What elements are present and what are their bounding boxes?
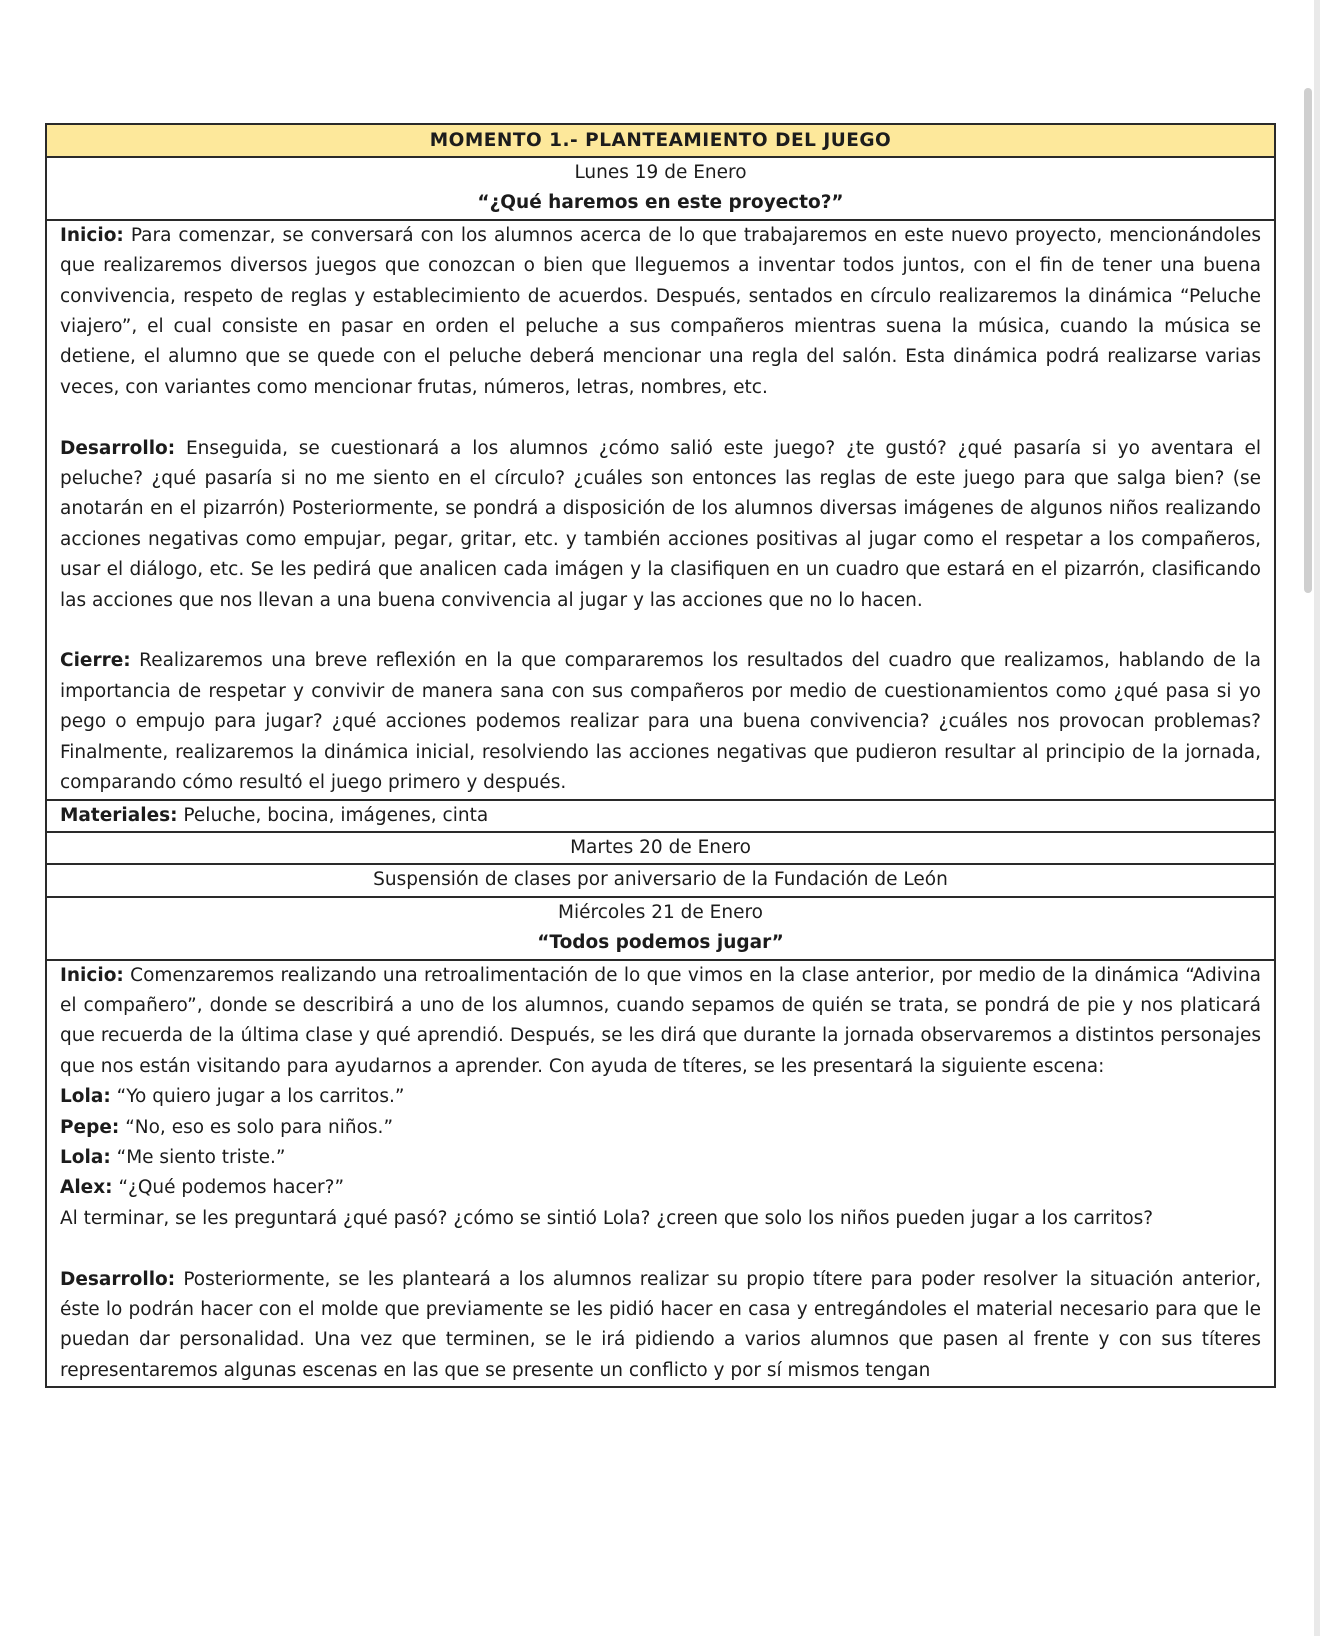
planning-table [45,123,1276,1388]
day3-desarrollo-label: Desarrollo: [60,1268,176,1290]
dialogue-text: “Me siento triste.” [116,1146,286,1168]
day1-materials-cell [46,800,1275,832]
day1-desarrollo-label: Desarrollo: [60,437,176,459]
day1-cierre-text: Realizaremos una breve reflexión en la que compararemos los resultados del cuadro que realizamos, hablando de la importancia de respetar y convivir de manera sana con sus compañeros por medio de cuestionamientos como ¿qué pasa si yo pego o empujo para jugar? ¿qué acciones podemos realizar para una buena convivencia? ¿cuáles nos provocan problemas? Finalmente, realizaremos la dinámica inicial, resolviendo las acciones negativas que pudieron resultar al principio de la jornada, comparando cómo resultó el juego primero y después. [60,650,1261,794]
day1-title: “¿Qué haremos en este proyecto?” [477,192,844,214]
dialogue-speaker: Lola: [60,1146,111,1168]
day1-materials-label: Materiales: [60,804,178,826]
day3-date: Miércoles 21 de Enero [558,901,763,923]
day1-cierre-label: Cierre: [60,650,131,672]
dialogue-speaker: Alex: [60,1177,113,1199]
dialogue-text: “¿Qué podemos hacer?” [118,1177,345,1199]
day1-inicio-label: Inicio: [60,224,124,246]
day1-inicio-text: Para comenzar, se conversará con los alumnos acerca de lo que trabajaremos en este nuevo proyecto, mencionándoles que realizaremos diversos juegos que conozcan o bien que lleguemos a inventar todos juntos, con el fin de tener una buena convivencia, respeto de reglas y establecimiento de acuerdos. Después, sentados en círculo realizaremos la dinámica “Peluche viajero”, el cual consiste en pasar en orden el peluche a sus compañeros mientras suena la música, cuando la música se detiene, el alumno que se quede con el peluche deberá mencionar una regla del salón. Esta dinámica podrá realizarse varias veces, con variantes como mencionar frutas, números, letras, nombres, etc. [60,224,1261,398]
day3-content-cell [46,960,1275,1388]
day1-inicio-paragraph [60,221,1261,403]
dialogue-line [60,1173,1261,1203]
dialogue-line [60,1082,1261,1112]
day1-materials-text: Peluche, bocina, imágenes, cinta [183,804,489,826]
moment-header: MOMENTO 1.- PLANTEAMIENTO DEL JUEGO [46,124,1275,157]
page-edge [1314,0,1320,1636]
day2-date: Martes 20 de Enero [46,832,1275,864]
dialogue-line [60,1143,1261,1173]
day1-desarrollo-text: Enseguida, se cuestionará a los alumnos ¿cómo salió este juego? ¿te gustó? ¿qué pasaría si yo aventara el peluche? ¿qué pasaría si no me siento en el círculo? ¿cuáles son entonces las reglas de este juego para que salga bien? (se anotarán en el pizarrón) Posteriormente, se pondrá a disposición de los alumnos diversas imágenes de algunos niños realizando acciones negativas como empujar, pegar, gritar, etc. y también acciones positivas al jugar como el respetar a los compañeros, usar el diálogo, etc. Se les pedirá que analicen cada imágen y la clasifiquen en un cuadro que estará en el pizarrón, clasificando las acciones que nos llevan a una buena convivencia al jugar y las acciones que no lo hacen. [60,437,1261,611]
dialogue-text: “No, eso es solo para niños.” [125,1116,394,1138]
scrollbar-thumb[interactable] [1304,88,1312,593]
day3-inicio-text: Comenzaremos realizando una retroalimentación de lo que vimos en la clase anterior, por medio de la dinámica “Adivina el compañero”, donde se describirá a uno de los alumnos, cuando sepamos de quién se trata, se pondrá de pie y nos platicará que recuerda de la última clase y qué aprendió. Después, se les dirá que durante la jornada observaremos a distintos personajes que nos están visitando para ayudarnos a aprender. Con ayuda de títeres, se les presentará la siguiente escena: [60,964,1261,1077]
day3-title: “Todos podemos jugar” [537,932,784,954]
dialogue-line [60,1113,1261,1143]
day1-cierre-paragraph [60,646,1261,798]
day3-desarrollo-text: Posteriormente, se les planteará a los alumnos realizar su propio títere para poder resolver la situación anterior, éste lo podrán hacer con el molde que previamente se les pidió hacer en casa y entregándoles el material necesario para que le puedan dar personalidad. Una vez que terminen, se le irá pidiendo a varios alumnos que pasen al frente y con sus títeres representaremos algunas escenas en las que se presente un conflicto y por sí mismos tengan [60,1268,1261,1381]
day3-heading-cell [46,897,1275,960]
day3-inicio-label: Inicio: [60,964,124,986]
day1-heading-cell [46,157,1275,220]
day3-inicio-paragraph [60,961,1261,1083]
day3-desarrollo-paragraph [60,1265,1261,1387]
dialogue-text: “Yo quiero jugar a los carritos.” [116,1086,405,1108]
day1-desarrollo-paragraph [60,434,1261,616]
day1-date: Lunes 19 de Enero [574,162,747,183]
day3-after-text: Al terminar, se les preguntará ¿qué pasó? ¿cómo se sintió Lola? ¿creen que solo los niños pueden jugar a los carritos? [60,1207,1154,1229]
day2-note: Suspensión de clases por aniversario de la Fundación de León [46,864,1275,896]
dialogue-speaker: Lola: [60,1086,111,1108]
dialogue-speaker: Pepe: [60,1116,120,1138]
day1-content-cell [46,220,1275,800]
